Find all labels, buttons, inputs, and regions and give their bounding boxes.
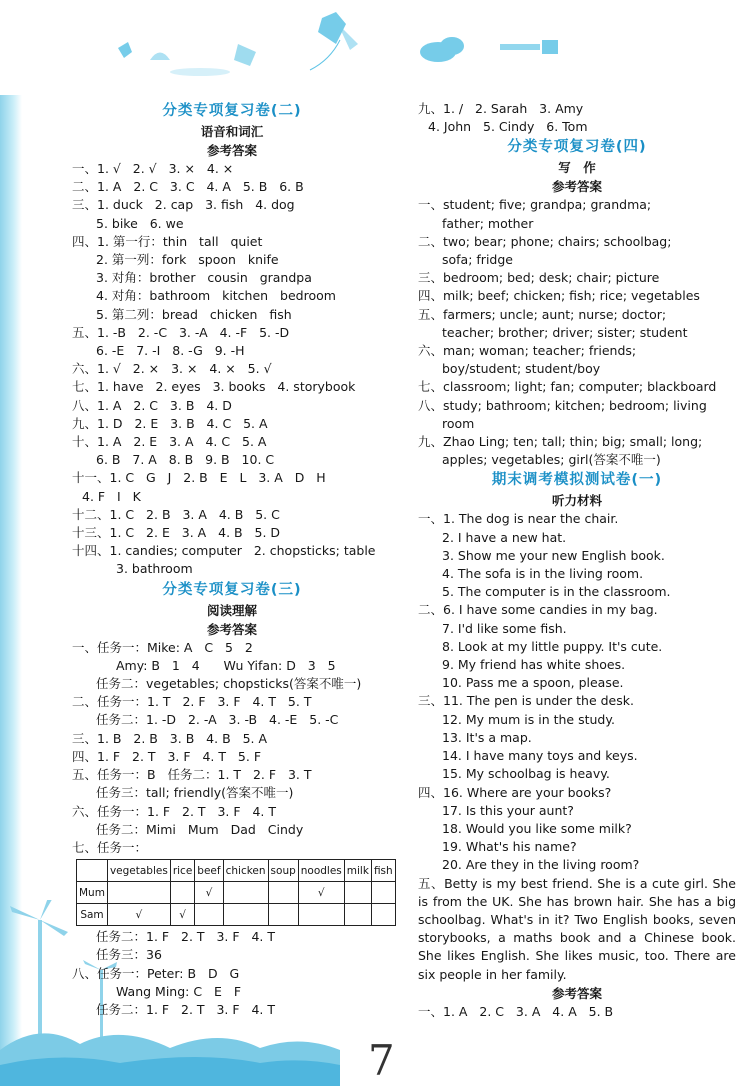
answer-line: 五、任务一：B 任务二：1. T 2. F 3. T	[72, 767, 312, 783]
answer-line: 三、1. duck 2. cap 3. fish 4. dog	[72, 197, 295, 213]
table-cell	[170, 882, 194, 904]
table-header-cell	[77, 860, 108, 882]
answer-line: 2. 第一列：fork spoon knife	[96, 252, 279, 268]
right-column	[418, 100, 736, 1021]
answer-line: 任务二：1. -D 2. -A 3. -B 4. -E 5. -C	[96, 712, 339, 728]
answer-line: 八、1. A 2. C 3. B 4. D	[72, 397, 232, 413]
table-header-cell: soup	[268, 860, 298, 882]
listening-line: 三、11. The pen is under the desk.	[418, 693, 634, 709]
answer-line: 九、1. / 2. Sarah 3. Amy	[418, 101, 584, 116]
section-title: 分类专项复习卷(二)	[162, 103, 302, 119]
answer-line: 八、study; bathroom; kitchen; bedroom; living	[418, 397, 707, 413]
table-cell	[268, 882, 298, 904]
answer-line: 二、任务一：1. T 2. F 3. F 4. T 5. T	[72, 694, 312, 710]
passage-text: Betty is my best friend. She is a cute girl. She is from the UK. She has brown hair. She has a big schoolbag. What's in it? Two English books, seven storybooks, a maths book and a Chinese book. She likes English. She likes music, too. There are six people in her family.	[418, 875, 736, 982]
answer-line: 十一、1. C G J 2. B E L 3. A D H	[72, 470, 326, 486]
answer-line: 3. bathroom	[116, 561, 193, 577]
answer-line: Wang Ming: C E F	[116, 983, 242, 999]
table-header-cell: noodles	[298, 860, 344, 882]
listening-line: 19. What's his name?	[442, 839, 577, 855]
answer-line: 一、1. A 2. C 3. A 4. A 5. B	[418, 1003, 614, 1019]
listening-line: 四、16. Where are your books?	[418, 784, 612, 800]
answer-line: father; mother	[442, 215, 534, 231]
answer-line: 任务二：vegetables; chopsticks(答案不唯一)	[96, 676, 362, 692]
answer-line: 七、classroom; light; fan; computer; blackboard	[418, 379, 717, 395]
section-subtitle: 写 作	[558, 160, 596, 176]
listening-line: 14. I have many toys and keys.	[442, 748, 638, 764]
answer-heading: 参考答案	[551, 985, 602, 1001]
listening-line: 3. Show me your new English book.	[442, 547, 665, 563]
answer-line: 七、任务一：	[72, 839, 148, 855]
listening-line: 12. My mum is in the study.	[442, 711, 615, 727]
top-decoration	[0, 0, 750, 95]
answer-line: 5. bike 6. we	[96, 215, 184, 231]
table-header-cell: fish	[371, 860, 395, 882]
answer-line: 十、1. A 2. E 3. A 4. C 5. A	[72, 434, 267, 450]
answer-line: 4. F I K	[82, 488, 141, 504]
table-header-cell: chicken	[223, 860, 268, 882]
section-title: 期末调考模拟测试卷(一)	[491, 472, 663, 489]
answer-line: 二、two; bear; phone; chairs; schoolbag;	[418, 233, 672, 249]
answer-line: 任务二：Mimi Mum Dad Cindy	[96, 821, 304, 837]
listening-line: 7. I'd like some fish.	[442, 620, 567, 636]
listening-line: 8. Look at my little puppy. It's cute.	[442, 638, 663, 654]
listening-line: 17. Is this your aunt?	[442, 802, 574, 818]
table-cell: √	[170, 904, 194, 926]
table-cell	[371, 882, 395, 904]
answer-line: apples; vegetables; girl(答案不唯一)	[442, 452, 661, 468]
left-column	[72, 100, 392, 1019]
answer-heading: 参考答案	[551, 179, 602, 195]
table-cell	[298, 904, 344, 926]
table-header-cell: rice	[170, 860, 194, 882]
table-cell: √	[195, 882, 223, 904]
table-cell	[344, 882, 371, 904]
answer-line: 三、1. B 2. B 3. B 4. B 5. A	[72, 730, 268, 746]
table-header-row	[77, 860, 396, 882]
table-cell	[223, 904, 268, 926]
listening-line: 10. Pass me a spoon, please.	[442, 675, 624, 691]
answer-line: 六、任务一：1. F 2. T 3. F 4. T	[72, 803, 277, 819]
table-header-cell: beef	[195, 860, 223, 882]
answer-line: 十二、1. C 2. B 3. A 4. B 5. C	[72, 506, 280, 522]
table-header-cell: vegetables	[107, 860, 170, 882]
listening-line: 2. I have a new hat.	[442, 529, 567, 545]
answer-line: 任务三：36	[96, 947, 162, 963]
answer-line: 九、1. D 2. E 3. B 4. C 5. A	[72, 415, 268, 431]
food-table	[76, 859, 396, 926]
answer-line: 五、farmers; uncle; aunt; nurse; doctor;	[418, 306, 667, 322]
answer-line: Amy: B 1 4 Wu Yifan: D 3 5	[116, 657, 336, 673]
passage-label: 五、	[418, 875, 445, 891]
answer-line: 3. 对角：brother cousin grandpa	[96, 270, 312, 286]
answer-line: 七、1. have 2. eyes 3. books 4. storybook	[72, 379, 356, 395]
table-cell	[195, 904, 223, 926]
answer-line: 任务二：1. F 2. T 3. F 4. T	[96, 929, 276, 945]
answer-line: 4. 对角：bathroom kitchen bedroom	[96, 288, 336, 304]
answer-line: 四、1. F 2. T 3. F 4. T 5. F	[72, 748, 262, 764]
table-header-cell: milk	[344, 860, 371, 882]
answer-line: 十三、1. C 2. E 3. A 4. B 5. D	[72, 525, 281, 541]
answer-line: boy/student; student/boy	[442, 361, 601, 377]
answer-line: 十四、1. candies; computer 2. chopsticks; table	[72, 543, 376, 559]
answer-line: 二、1. A 2. C 3. C 4. A 5. B 6. B	[72, 179, 304, 195]
listening-line: 9. My friend has white shoes.	[442, 657, 626, 673]
answer-line: 6. B 7. A 8. B 9. B 10. C	[96, 452, 275, 468]
section-subtitle: 阅读理解	[206, 602, 257, 618]
answer-line: 任务二：1. F 2. T 3. F 4. T	[96, 1001, 276, 1017]
listening-line: 15. My schoolbag is heavy.	[442, 766, 610, 782]
answer-line: 一、1. √ 2. √ 3. × 4. ×	[72, 161, 234, 176]
listening-line: 一、1. The dog is near the chair.	[418, 511, 619, 527]
table-row	[77, 904, 396, 926]
answer-line: 九、Zhao Ling; ten; tall; thin; big; small; long;	[418, 434, 703, 450]
answer-line: 四、1. 第一行：thin tall quiet	[72, 233, 263, 249]
answer-line: 八、任务一：Peter: B D G	[72, 965, 240, 981]
table-cell: √	[298, 882, 344, 904]
answer-line: teacher; brother; driver; sister; student	[442, 324, 688, 340]
section-subtitle: 语音和词汇	[200, 124, 264, 139]
answer-line: 三、bedroom; bed; desk; chair; picture	[418, 270, 660, 286]
listening-line: 18. Would you like some milk?	[442, 820, 632, 836]
section-subtitle: 听力材料	[551, 493, 602, 509]
listening-line: 13. It's a map.	[442, 729, 532, 745]
listening-passage	[418, 875, 736, 984]
listening-line: 二、6. I have some candies in my bag.	[418, 602, 658, 618]
answer-line: 任务三：tall; friendly(答案不唯一)	[96, 785, 294, 801]
answer-line: 4. John 5. Cindy 6. Tom	[428, 119, 588, 135]
answer-line: 6. -E 7. -I 8. -G 9. -H	[96, 343, 245, 359]
table-cell: √	[107, 904, 170, 926]
page-number: 7	[368, 1036, 395, 1085]
answer-line: 六、man; woman; teacher; friends;	[418, 343, 637, 359]
answer-line: 四、milk; beef; chicken; fish; rice; vegetables	[418, 288, 700, 304]
answer-line: 一、任务一：Mike: A C 5 2	[72, 639, 253, 655]
table-cell	[371, 904, 395, 926]
answer-heading: 参考答案	[206, 143, 257, 158]
table-cell	[344, 904, 371, 926]
table-cell: Sam	[77, 904, 108, 926]
table-cell	[107, 882, 170, 904]
answer-line: 一、student; five; grandpa; grandma;	[418, 197, 652, 213]
table-row	[77, 882, 396, 904]
listening-line: 5. The computer is in the classroom.	[442, 584, 671, 600]
table-cell: Mum	[77, 882, 108, 904]
answer-line: 六、1. √ 2. × 3. × 4. × 5. √	[72, 361, 272, 377]
listening-line: 20. Are they in the living room?	[442, 857, 640, 873]
table-cell	[223, 882, 268, 904]
answer-line: 五、1. -B 2. -C 3. -A 4. -F 5. -D	[72, 324, 290, 340]
section-title: 分类专项复习卷(三)	[162, 581, 302, 598]
listening-line: 4. The sofa is in the living room.	[442, 566, 644, 582]
table-cell	[268, 904, 298, 926]
answer-line: sofa; fridge	[442, 252, 513, 268]
answer-heading: 参考答案	[206, 621, 257, 637]
answer-line: 5. 第二列：bread chicken fish	[96, 306, 292, 322]
answer-line: room	[442, 415, 475, 431]
section-title: 分类专项复习卷(四)	[507, 139, 647, 156]
